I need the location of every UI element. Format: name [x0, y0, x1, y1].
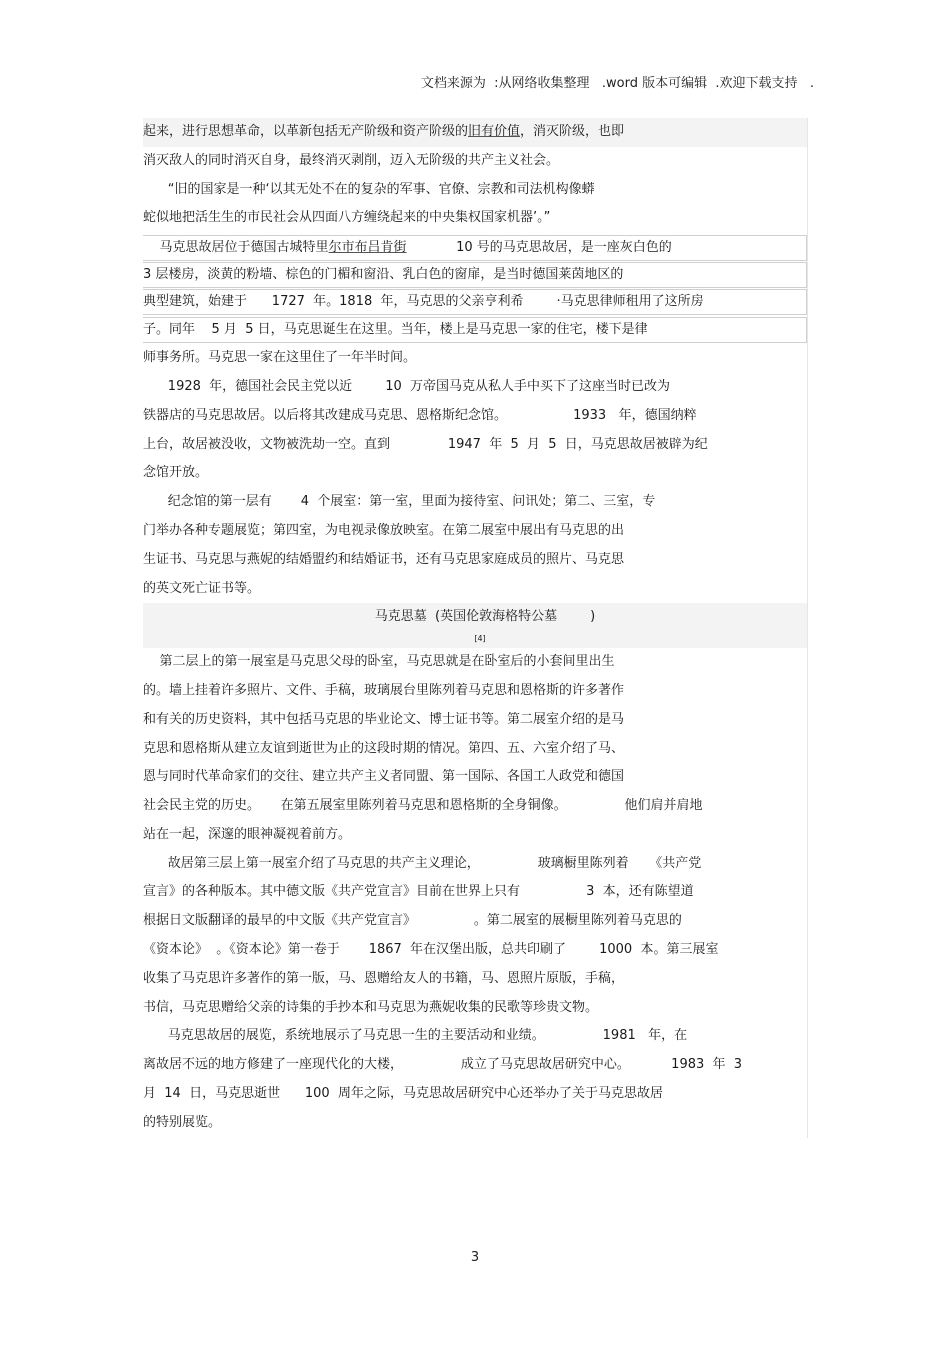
image-caption: 马克思墓 (英国伦敦海格特公墓 )	[143, 603, 807, 632]
text-line: 子。同年 5 月 5 日，马克思诞生在这里。当年，楼上是马克思一家的住宅，楼下是律	[143, 317, 807, 343]
text-line: 书信，马克思赠给父亲的诗集的手抄本和马克思为燕妮收集的民歌等珍贵文物。	[143, 999, 599, 1015]
text-line: 站在一起，深邃的眼神凝视着前方。	[143, 826, 352, 842]
text-line: 离故居不远的地方修建了一座现代化的大楼， 成立了马克思故居研究中心。 1983 年 3	[143, 1057, 743, 1073]
text-line: 马克思故居的展览，系统地展示了马克思一生的主要活动和业绩。 1981 年，在	[143, 1028, 688, 1044]
page-header: 文档来源为 :从网络收集整理 .word 版本可编辑 .欢迎下载支持 .	[420, 76, 814, 91]
page-number: 3	[470, 1250, 480, 1265]
text-line: 社会民主党的历史。 在第五展室里陈列着马克思和恩格斯的全身铜像。 他们肩并肩地	[143, 798, 703, 814]
text-line: 典型建筑，始建于 1727 年。1818 年，马克思的父亲亨利希 ·马克思律师租用了这所房	[143, 289, 807, 315]
text-line: 恩与同时代革命家们的交往、建立共产主义者同盟、第一国际、各国工人政党和德国	[143, 769, 625, 785]
text-line: 根据日文版翻译的最早的中文版《共产党宣言》 。第二展室的展橱里陈列着马克思的	[143, 913, 682, 929]
text-line: 生证书、马克思与燕妮的结婚盟约和结婚证书，还有马克思家庭成员的照片、马克思	[143, 551, 625, 567]
text-line: 收集了马克思许多著作的第一版，马、恩赠给友人的书籍，马、恩照片原版，手稿，	[143, 970, 625, 986]
citation-marker: [4]	[143, 630, 807, 648]
text-line: 铁器店的马克思故居。以后将其改建成马克思、恩格斯纪念馆。 1933 年，德国纳粹	[143, 407, 697, 423]
text-line: 第二层上的第一展室是马克思父母的卧室，马克思就是在卧室后的小套间里出生	[143, 654, 615, 670]
text-segment: 马克思故居位于德国古城特里	[143, 239, 329, 255]
document-body	[143, 118, 808, 1138]
text-segment: ，消灭阶级，也即	[520, 124, 625, 139]
text-line: 3 层楼房，淡黄的粉墙、棕色的门楣和窗沿、乳白色的窗扉，是当时德国莱茵地区的	[143, 262, 807, 288]
text-line: 上台，故居被没收，文物被洗劫一空。直到 1947 年 5 月 5 日，马克思故居被辟为纪	[143, 436, 708, 452]
text-segment: 起来，进行思想革命，以革新包括无产阶级和资产阶级的	[143, 124, 469, 139]
text-line: 师事务所。马克思一家在这里住了一年半时间。	[143, 350, 417, 366]
text-line: “旧的国家是一种‘以其无处不在的复杂的军事、官僚、宗教和司法机构像蟒	[143, 181, 595, 197]
text-line: 纪念馆的第一层有 4 个展室：第一室，里面为接待室、问讯处；第二、三室，专	[143, 494, 656, 510]
text-line: 宣言》的各种版本。其中德文版《共产党宣言》目前在世界上只有 3 本，还有陈望道	[143, 884, 694, 900]
text-line: 门举办各种专题展览；第四室，为电视录像放映室。在第二展室中展出有马克思的出	[143, 522, 625, 538]
text-line: 《资本论》 。《资本论》第一卷于 1867 年在汉堡出版，总共印刷了 1000 本。第三展室	[143, 942, 719, 958]
underlined-term: 旧有价值	[468, 124, 521, 139]
text-line	[143, 118, 807, 147]
text-line: 的特别展览。	[143, 1114, 222, 1130]
text-line: 的英文死亡证书等。	[143, 580, 261, 596]
text-line: 蛇似地把活生生的市民社会从四面八方缠绕起来的中央集权国家机器’。”	[143, 210, 551, 226]
text-line: 故居第三层上第一展室介绍了马克思的共产主义理论， 玻璃橱里陈列着 《共产党	[143, 855, 702, 871]
text-line: 1928 年，德国社会民主党以近 10 万帝国马克从私人手中买下了这座当时已改为	[143, 378, 671, 394]
underlined-term: 尔市布吕肯街	[328, 239, 407, 255]
text-line: 念馆开放。	[143, 465, 209, 481]
text-line	[143, 235, 807, 261]
text-line: 克思和恩格斯从建立友谊到逝世为止的这段时期的情况。第四、五、六室介绍了马、	[143, 740, 625, 756]
text-line: 的。墙上挂着许多照片、文件、手稿，玻璃展台里陈列着马克思和恩格斯的许多著作	[143, 682, 625, 698]
text-segment: 10 号的马克思故居，是一座灰白色的	[406, 239, 672, 255]
text-line: 和有关的历史资料，其中包括马克思的毕业论文、博士证书等。第二展室介绍的是马	[143, 711, 625, 727]
text-line: 月 14 日，马克思逝世 100 周年之际，马克思故居研究中心还举办了关于马克思故居	[143, 1086, 663, 1102]
text-line: 消灭敌人的同时消灭自身，最终消灭剥削，迈入无阶级的共产主义社会。	[143, 152, 560, 168]
